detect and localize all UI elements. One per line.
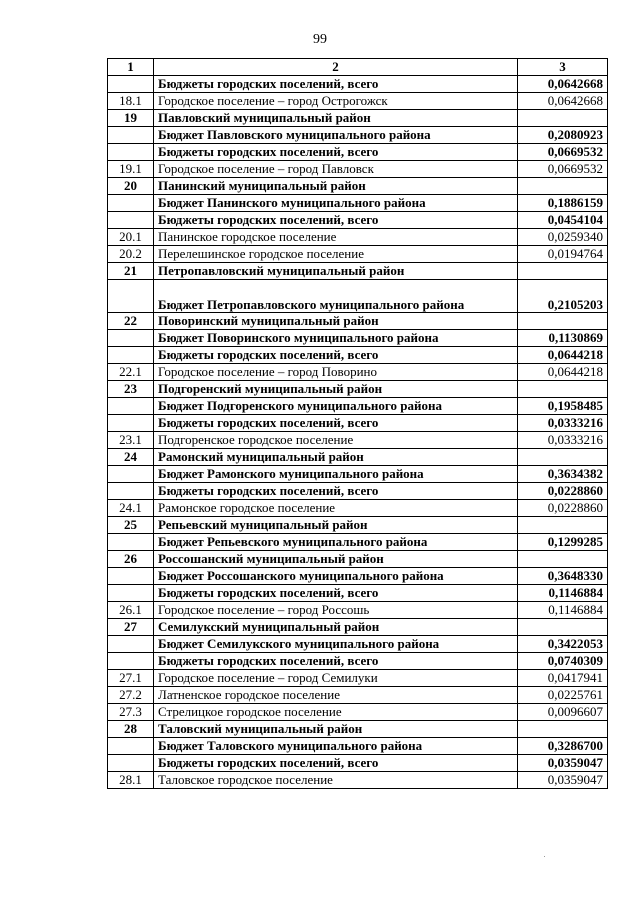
table-row	[108, 619, 608, 636]
row-name: Бюджеты городских поселений, всего	[154, 653, 518, 670]
table-row	[108, 636, 608, 653]
row-number	[108, 195, 154, 212]
row-value: 0,1958485	[518, 398, 608, 415]
row-number	[108, 466, 154, 483]
row-value: 0,0669532	[518, 144, 608, 161]
row-name: Бюджет Рамонского муниципального района	[154, 466, 518, 483]
header-col-2: 2	[154, 59, 518, 76]
row-name: Бюджет Репьевского муниципального района	[154, 534, 518, 551]
row-value: 0,0359047	[518, 772, 608, 789]
row-name: Бюджет Россошанского муниципального района	[154, 568, 518, 585]
row-name: Бюджеты городских поселений, всего	[154, 483, 518, 500]
row-name: Бюджет Панинского муниципального района	[154, 195, 518, 212]
row-number: 21	[108, 263, 154, 280]
row-name: Репьевский муниципальный район	[154, 517, 518, 534]
table-row	[108, 568, 608, 585]
row-name: Стрелицкое городское поселение	[154, 704, 518, 721]
table-row	[108, 347, 608, 364]
row-name: Бюджет Семилукского муниципального района	[154, 636, 518, 653]
row-number	[108, 585, 154, 602]
table-row	[108, 517, 608, 534]
row-number: 24	[108, 449, 154, 466]
row-value: 0,0417941	[518, 670, 608, 687]
row-name: Панинское городское поселение	[154, 229, 518, 246]
row-number	[108, 568, 154, 585]
table-row	[108, 246, 608, 263]
table-row	[108, 449, 608, 466]
row-name: Бюджеты городских поселений, всего	[154, 415, 518, 432]
table-row	[108, 178, 608, 195]
row-value: 0,0228860	[518, 500, 608, 517]
table-row	[108, 212, 608, 229]
row-name: Подгоренский муниципальный район	[154, 381, 518, 398]
row-value	[518, 313, 608, 330]
table-row	[108, 670, 608, 687]
row-name: Петропавловский муниципальный район	[154, 263, 518, 280]
row-value: 0,0669532	[518, 161, 608, 178]
table-row	[108, 381, 608, 398]
table-row	[108, 738, 608, 755]
row-name: Россошанский муниципальный район	[154, 551, 518, 568]
row-number	[108, 144, 154, 161]
row-value: 0,0259340	[518, 229, 608, 246]
row-name: Бюджет Петропавловского муниципального района	[154, 280, 518, 313]
row-name: Бюджеты городских поселений, всего	[154, 755, 518, 772]
row-value	[518, 110, 608, 127]
row-value: 0,0333216	[518, 415, 608, 432]
row-number: 27.1	[108, 670, 154, 687]
row-value: 0,3648330	[518, 568, 608, 585]
table-row	[108, 76, 608, 93]
row-number	[108, 636, 154, 653]
row-name: Бюджет Подгоренского муниципального района	[154, 398, 518, 415]
row-value	[518, 381, 608, 398]
row-number	[108, 280, 154, 313]
row-name: Поворинский муниципальный район	[154, 313, 518, 330]
row-value	[518, 551, 608, 568]
row-value: 0,0644218	[518, 347, 608, 364]
row-name: Латненское городское поселение	[154, 687, 518, 704]
row-value	[518, 517, 608, 534]
row-number	[108, 212, 154, 229]
row-value: 0,0454104	[518, 212, 608, 229]
row-number: 20	[108, 178, 154, 195]
row-number: 19	[108, 110, 154, 127]
row-value: 0,0359047	[518, 755, 608, 772]
row-name: Семилукский муниципальный район	[154, 619, 518, 636]
row-value: 0,3422053	[518, 636, 608, 653]
row-name: Бюджет Павловского муниципального района	[154, 127, 518, 144]
row-value: 0,0096607	[518, 704, 608, 721]
table-row	[108, 398, 608, 415]
row-value	[518, 449, 608, 466]
row-value: 0,3286700	[518, 738, 608, 755]
row-number	[108, 398, 154, 415]
row-number	[108, 127, 154, 144]
row-number: 24.1	[108, 500, 154, 517]
table-row	[108, 364, 608, 381]
row-number	[108, 755, 154, 772]
table-row	[108, 330, 608, 347]
table-row	[108, 534, 608, 551]
row-name: Павловский муниципальный район	[154, 110, 518, 127]
row-name: Бюджеты городских поселений, всего	[154, 347, 518, 364]
table-row	[108, 313, 608, 330]
table-row	[108, 110, 608, 127]
table-row	[108, 144, 608, 161]
row-number: 27.2	[108, 687, 154, 704]
table-row	[108, 500, 608, 517]
table-row	[108, 280, 608, 313]
table-row	[108, 602, 608, 619]
row-name: Таловский муниципальный район	[154, 721, 518, 738]
table-row	[108, 772, 608, 789]
row-value: 0,0642668	[518, 93, 608, 110]
row-value	[518, 178, 608, 195]
table-row	[108, 755, 608, 772]
table-row	[108, 551, 608, 568]
row-name: Бюджеты городских поселений, всего	[154, 144, 518, 161]
row-value: 0,1299285	[518, 534, 608, 551]
table-row	[108, 127, 608, 144]
row-value: 0,1130869	[518, 330, 608, 347]
row-number: 28.1	[108, 772, 154, 789]
row-name: Перелешинское городское поселение	[154, 246, 518, 263]
row-number	[108, 347, 154, 364]
row-number: 27	[108, 619, 154, 636]
row-name: Городское поселение – город Павловск	[154, 161, 518, 178]
row-value: 0,0644218	[518, 364, 608, 381]
row-value	[518, 263, 608, 280]
table-row	[108, 93, 608, 110]
row-number: 23	[108, 381, 154, 398]
row-number: 19.1	[108, 161, 154, 178]
row-number: 20.1	[108, 229, 154, 246]
table-header-row	[108, 59, 608, 76]
row-number	[108, 483, 154, 500]
row-name: Рамонский муниципальный район	[154, 449, 518, 466]
table-row	[108, 483, 608, 500]
row-name: Панинский муниципальный район	[154, 178, 518, 195]
row-name: Городское поселение – город Семилуки	[154, 670, 518, 687]
table-row	[108, 432, 608, 449]
scan-speck	[544, 856, 545, 857]
row-value: 0,2105203	[518, 280, 608, 313]
row-number	[108, 415, 154, 432]
row-number: 22.1	[108, 364, 154, 381]
page-number: 99	[313, 32, 327, 47]
row-number	[108, 76, 154, 93]
row-name: Бюджеты городских поселений, всего	[154, 76, 518, 93]
table-row	[108, 704, 608, 721]
table-row	[108, 466, 608, 483]
row-number: 27.3	[108, 704, 154, 721]
row-name: Таловское городское поселение	[154, 772, 518, 789]
table-row	[108, 721, 608, 738]
row-value	[518, 721, 608, 738]
row-name: Бюджеты городских поселений, всего	[154, 585, 518, 602]
row-name: Бюджет Таловского муниципального района	[154, 738, 518, 755]
row-name: Бюджеты городских поселений, всего	[154, 212, 518, 229]
table-body	[108, 76, 608, 789]
row-number: 25	[108, 517, 154, 534]
row-number	[108, 534, 154, 551]
table-row	[108, 161, 608, 178]
table-row	[108, 415, 608, 432]
row-value: 0,3634382	[518, 466, 608, 483]
budget-table	[107, 58, 608, 789]
table-row	[108, 687, 608, 704]
row-number: 22	[108, 313, 154, 330]
row-name: Городское поселение – город Поворино	[154, 364, 518, 381]
row-value: 0,1146884	[518, 585, 608, 602]
row-value: 0,0740309	[518, 653, 608, 670]
row-value	[518, 619, 608, 636]
table-row	[108, 195, 608, 212]
table-row	[108, 585, 608, 602]
row-name: Городское поселение – город Острогожск	[154, 93, 518, 110]
row-name: Бюджет Поворинского муниципального района	[154, 330, 518, 347]
row-value: 0,0333216	[518, 432, 608, 449]
row-number	[108, 738, 154, 755]
row-value: 0,1886159	[518, 195, 608, 212]
row-value: 0,2080923	[518, 127, 608, 144]
row-number: 20.2	[108, 246, 154, 263]
row-value: 0,0228860	[518, 483, 608, 500]
row-number	[108, 653, 154, 670]
row-number: 23.1	[108, 432, 154, 449]
row-number: 18.1	[108, 93, 154, 110]
header-col-3: 3	[518, 59, 608, 76]
row-value: 0,1146884	[518, 602, 608, 619]
row-value: 0,0225761	[518, 687, 608, 704]
row-name: Подгоренское городское поселение	[154, 432, 518, 449]
header-col-1: 1	[108, 59, 154, 76]
row-name: Рамонское городское поселение	[154, 500, 518, 517]
row-number: 26.1	[108, 602, 154, 619]
table-row	[108, 263, 608, 280]
row-number: 26	[108, 551, 154, 568]
row-value: 0,0194764	[518, 246, 608, 263]
row-number: 28	[108, 721, 154, 738]
row-number	[108, 330, 154, 347]
row-name: Городское поселение – город Россошь	[154, 602, 518, 619]
row-value: 0,0642668	[518, 76, 608, 93]
table-row	[108, 653, 608, 670]
table-row	[108, 229, 608, 246]
